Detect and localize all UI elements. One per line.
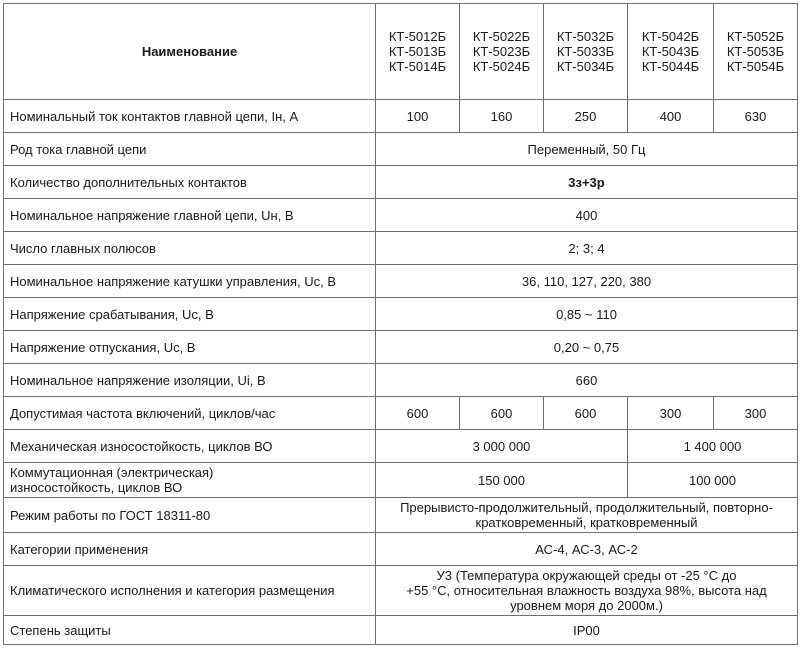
- table-cell: 300: [628, 397, 714, 430]
- row-label: Режим работы по ГОСТ 18311-80: [4, 498, 376, 533]
- table-cell: 300: [714, 397, 798, 430]
- header-model-5: [714, 4, 798, 100]
- row-label: Номинальный ток контактов главной цепи, Iн, А: [4, 100, 376, 133]
- table-cell: IP00: [376, 616, 798, 645]
- table-row: [4, 298, 798, 331]
- model-label: КТ-5053Б: [726, 44, 785, 59]
- table-cell: 100 000: [628, 463, 798, 498]
- table-row: [4, 498, 798, 533]
- table-cell: 600: [544, 397, 628, 430]
- cell-line: Прерывисто-продолжительный, продолжительный, повторно-: [400, 500, 773, 515]
- table-cell: 3з+3р: [376, 166, 798, 199]
- table-cell: АС-4, АС-3, АС-2: [376, 533, 798, 566]
- cell-line: кратковременный, кратковременный: [475, 515, 698, 530]
- table-cell: 36, 110, 127, 220, 380: [376, 265, 798, 298]
- header-model-1: [376, 4, 460, 100]
- row-label: Напряжение срабатывания, Uc, В: [4, 298, 376, 331]
- cell-line: У3 (Температура окружающей среды от -25 °С до: [436, 568, 737, 583]
- table-cell: [376, 566, 798, 616]
- row-label: Категории применения: [4, 533, 376, 566]
- row-label: Количество дополнительных контактов: [4, 166, 376, 199]
- model-label: КТ-5013Б: [388, 44, 447, 59]
- table-row: [4, 199, 798, 232]
- header-name-cell: Наименование: [4, 4, 376, 100]
- table-row: [4, 265, 798, 298]
- table-row: [4, 331, 798, 364]
- table-row: [4, 232, 798, 265]
- header-row: [4, 4, 798, 100]
- table-cell: 0,20 ~ 0,75: [376, 331, 798, 364]
- table-cell: Переменный, 50 Гц: [376, 133, 798, 166]
- row-label: Номинальное напряжение изоляции, Ui, В: [4, 364, 376, 397]
- table-row: [4, 133, 798, 166]
- cell-line: +55 °С, относительная влажность воздуха 98%, высота над: [406, 583, 767, 598]
- table-cell: 3 000 000: [376, 430, 628, 463]
- table-row: [4, 364, 798, 397]
- table-cell: 2; 3; 4: [376, 232, 798, 265]
- row-label: Степень защиты: [4, 616, 376, 645]
- model-label: КТ-5034Б: [556, 59, 615, 74]
- cell-line: уровнем моря до 2000м.): [510, 598, 663, 613]
- table-cell: 400: [628, 100, 714, 133]
- row-label: Число главных полюсов: [4, 232, 376, 265]
- row-label: [4, 463, 376, 498]
- model-label: КТ-5024Б: [472, 59, 531, 74]
- header-model-3: [544, 4, 628, 100]
- header-model-2: [460, 4, 544, 100]
- table-cell: 160: [460, 100, 544, 133]
- table-cell: 600: [376, 397, 460, 430]
- table-cell: 0,85 ~ 110: [376, 298, 798, 331]
- row-label: Допустимая частота включений, циклов/час: [4, 397, 376, 430]
- table-cell: 100: [376, 100, 460, 133]
- model-label: КТ-5042Б: [641, 29, 700, 44]
- table-row: [4, 533, 798, 566]
- table-cell: 1 400 000: [628, 430, 798, 463]
- header-model-4: [628, 4, 714, 100]
- table-cell: 600: [460, 397, 544, 430]
- row-label: Номинальное напряжение катушки управления, Uc, В: [4, 265, 376, 298]
- table-row: [4, 566, 798, 616]
- spec-table: [3, 3, 798, 645]
- table-row: [4, 166, 798, 199]
- model-label: КТ-5044Б: [641, 59, 700, 74]
- row-label: Климатического исполнения и категория размещения: [4, 566, 376, 616]
- model-label: КТ-5014Б: [388, 59, 447, 74]
- table-row: [4, 397, 798, 430]
- table-cell: 400: [376, 199, 798, 232]
- model-label: КТ-5022Б: [472, 29, 531, 44]
- row-label-line: износостойкость, циклов ВО: [10, 480, 183, 495]
- row-label-line: Коммутационная (электрическая): [10, 465, 214, 480]
- table-row: [4, 616, 798, 645]
- table-row: [4, 463, 798, 498]
- model-label: КТ-5033Б: [556, 44, 615, 59]
- row-label: Номинальное напряжение главной цепи, Uн, В: [4, 199, 376, 232]
- model-label: КТ-5023Б: [472, 44, 531, 59]
- table-row: [4, 100, 798, 133]
- model-label: КТ-5032Б: [556, 29, 615, 44]
- table-row: [4, 430, 798, 463]
- table-cell: 250: [544, 100, 628, 133]
- model-label: КТ-5043Б: [641, 44, 700, 59]
- row-label: Напряжение отпускания, Uc, В: [4, 331, 376, 364]
- model-label: КТ-5054Б: [726, 59, 785, 74]
- table-cell: 150 000: [376, 463, 628, 498]
- table-cell: [376, 498, 798, 533]
- model-label: КТ-5052Б: [726, 29, 785, 44]
- model-label: КТ-5012Б: [388, 29, 447, 44]
- row-label: Механическая износостойкость, циклов ВО: [4, 430, 376, 463]
- row-label: Род тока главной цепи: [4, 133, 376, 166]
- table-cell: 630: [714, 100, 798, 133]
- table-cell: 660: [376, 364, 798, 397]
